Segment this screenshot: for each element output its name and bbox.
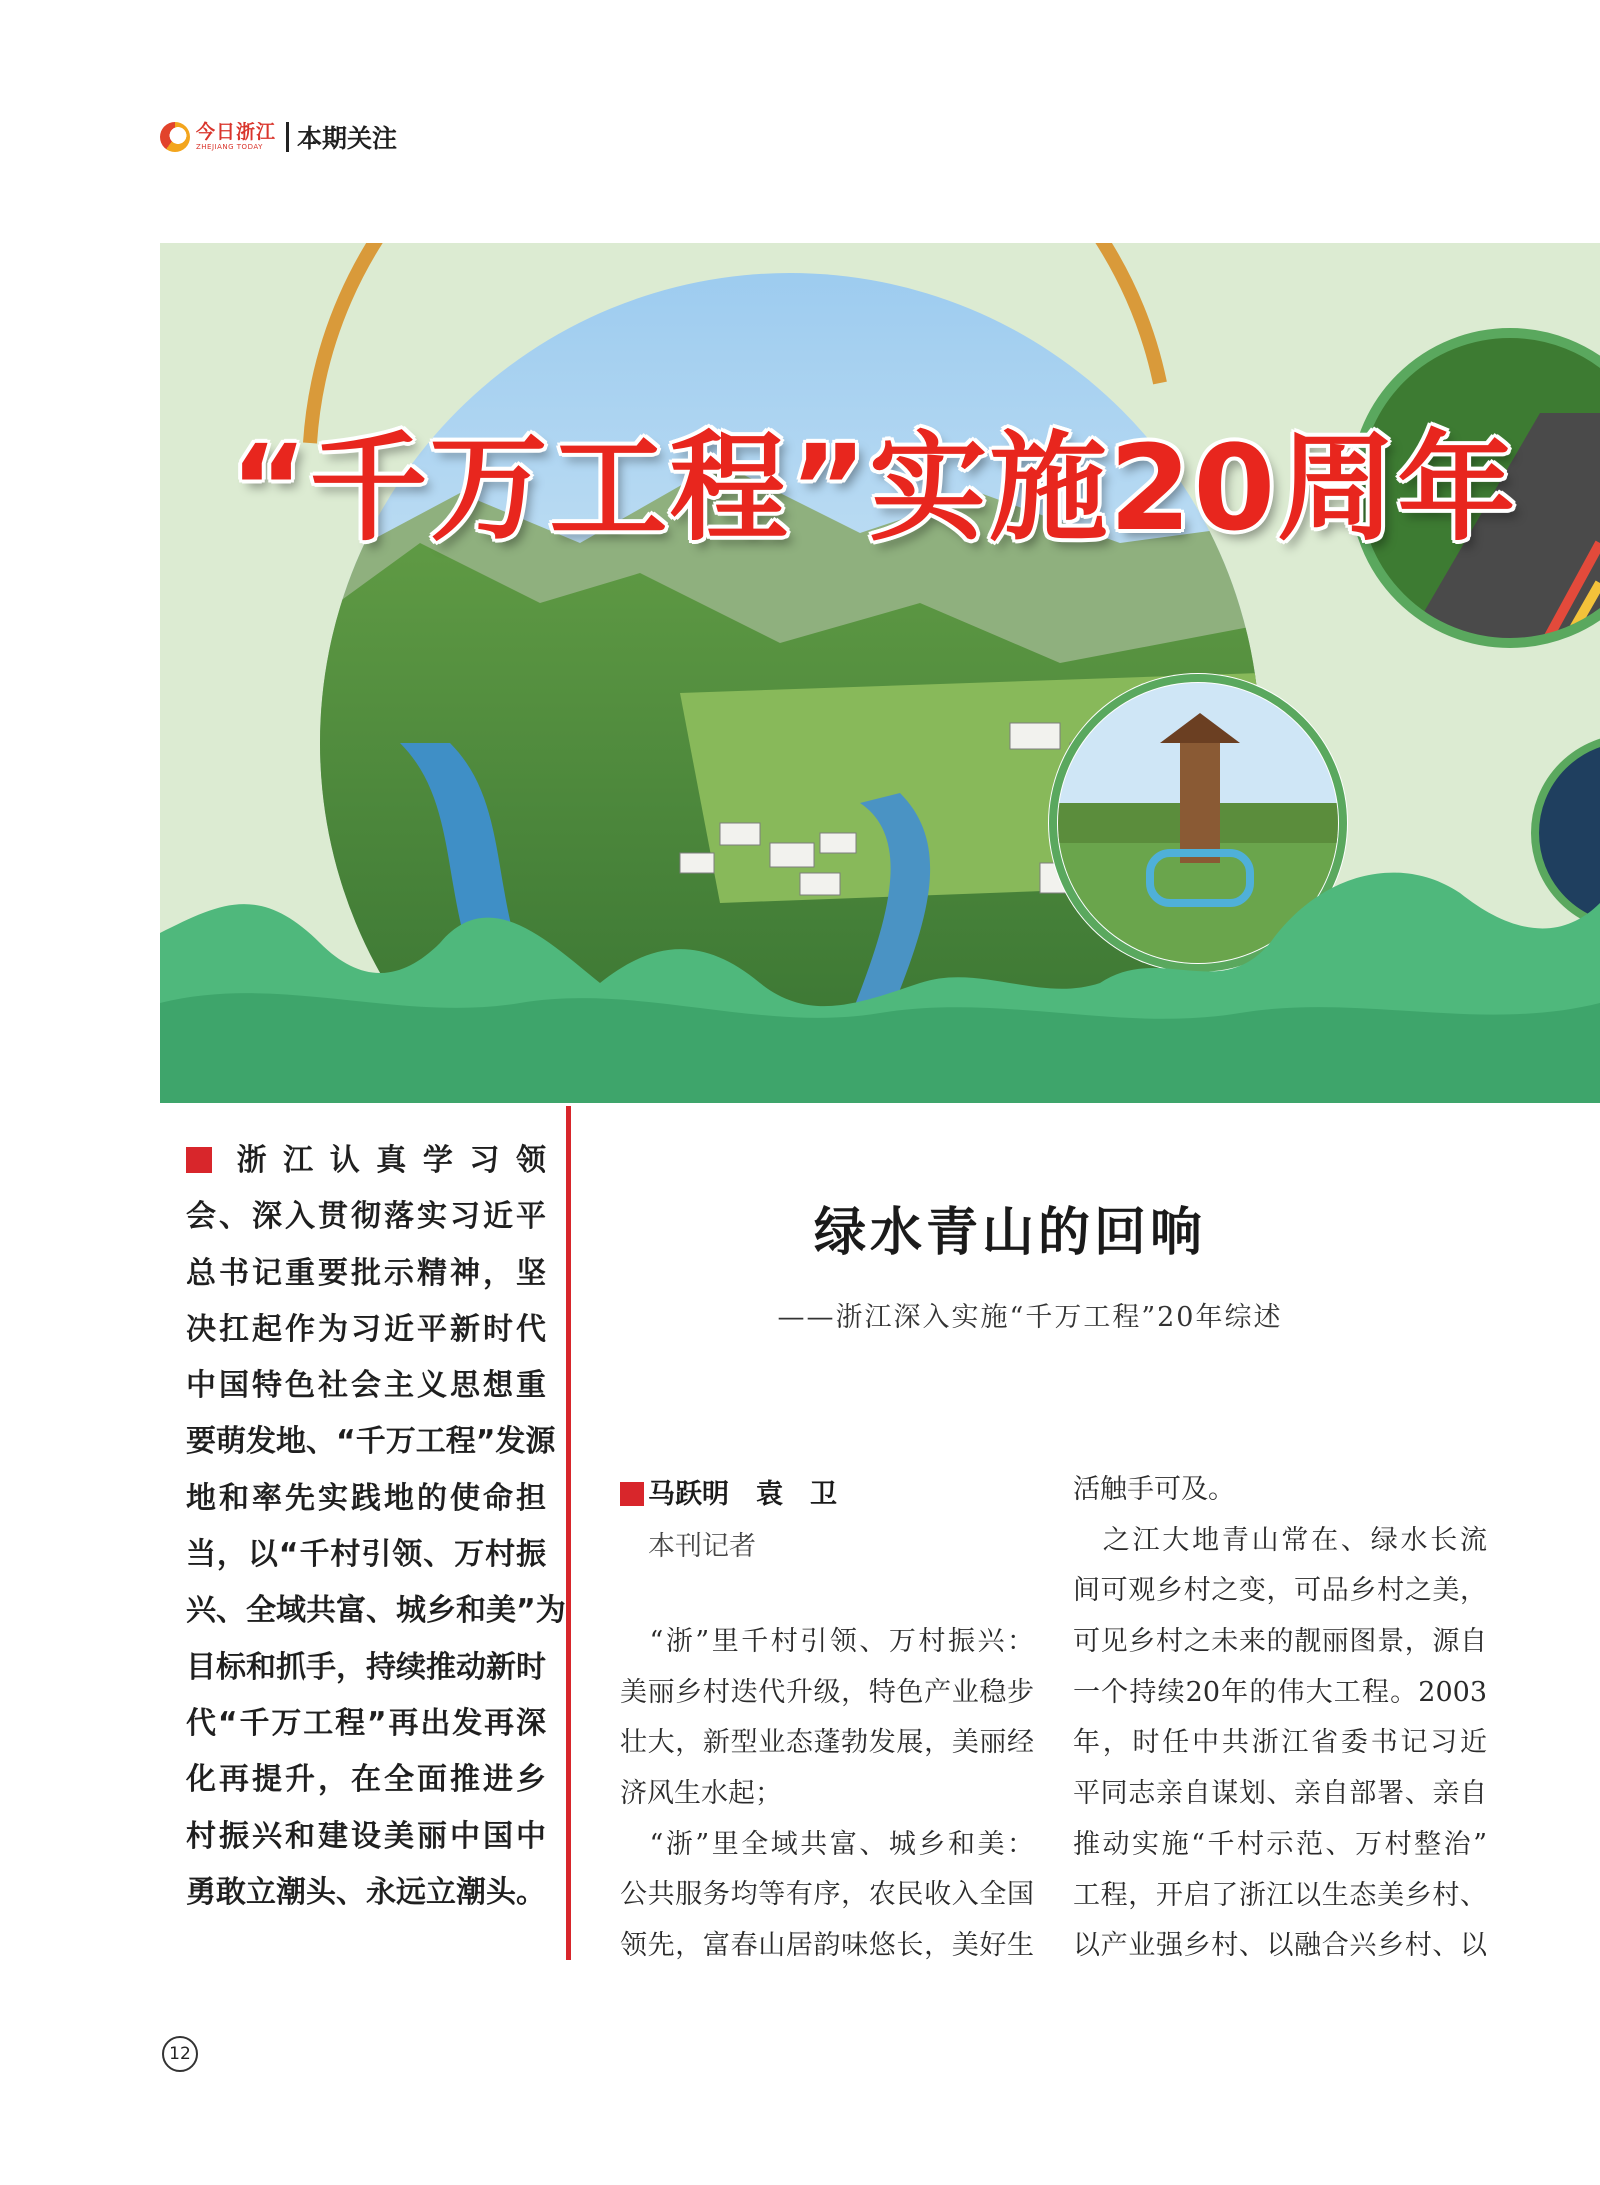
body-column-1	[620, 1617, 1034, 1972]
body-line: 活触手可及。	[1073, 1474, 1235, 1505]
lead-line: 中国特色社会主义思想重	[186, 1368, 546, 1404]
banner-graphic	[160, 243, 1600, 1103]
body-line: 推动实施“千村示范、万村整治”	[1073, 1828, 1487, 1860]
body-line: “浙”里千村引领、万村振兴：	[620, 1626, 1034, 1657]
red-square-icon	[620, 1482, 644, 1506]
body-line: 工程，开启了浙江以生态美乡村、	[1073, 1879, 1487, 1911]
body-line: 壮大，新型业态蓬勃发展，美丽经	[620, 1727, 1034, 1759]
body-line: 以产业强乡村、以融合兴乡村、以	[1073, 1930, 1487, 1962]
lead-line: 勇敢立潮头、永远立潮头。	[186, 1874, 546, 1910]
page-header	[160, 120, 397, 154]
body-line: 一个持续20年的伟大工程。2003	[1073, 1676, 1487, 1708]
section-label: 本期关注	[297, 124, 398, 153]
body-line: 领先，富春山居韵味悠长，美好生	[620, 1930, 1034, 1962]
article-title: 绿水青山的回响	[813, 1202, 1206, 1263]
article-subtitle: ——浙江深入实施“千万工程”20年综述	[777, 1302, 1283, 1333]
logo-chinese-text: 今日浙江	[196, 121, 277, 143]
body-line: “浙”里全域共富、城乡和美：	[620, 1828, 1034, 1860]
banner-title: “千万工程”实施20周年	[230, 419, 1518, 557]
lead-line: 总书记重要批示精神，坚	[186, 1255, 546, 1291]
lead-line: 地和率先实践地的使命担	[186, 1480, 546, 1516]
header-divider	[286, 122, 289, 152]
banner-illustration	[160, 243, 1600, 1103]
body-line: 济风生水起；	[620, 1778, 782, 1810]
body-line: 间可观乡村之变，可品乡村之美，	[1073, 1575, 1487, 1607]
lead-line: 化再提升，在全面推进乡	[186, 1762, 546, 1798]
lead-line: 会、深入贯彻落实习近平	[186, 1199, 546, 1235]
red-square-icon	[186, 1147, 212, 1173]
lead-line: 浙江认真学习领	[186, 1133, 546, 1189]
author-names: 马跃明 袁 卫	[648, 1479, 837, 1510]
magazine-logo-icon	[160, 122, 190, 152]
lead-line: 兴、全域共富、城乡和美”为	[186, 1593, 566, 1629]
logo-english-text: ZHEJIANG TODAY	[196, 143, 263, 151]
reporter-label: 本刊记者	[648, 1531, 756, 1562]
lead-line: 决扛起作为习近平新时代	[186, 1311, 546, 1347]
lead-line: 目标和抓手，持续推动新时	[186, 1649, 546, 1685]
lead-paragraph	[186, 1133, 566, 1921]
lead-line: 要萌发地、“千万工程”发源	[186, 1424, 556, 1460]
body-column-2	[1073, 1465, 1487, 1972]
article-heading	[610, 1190, 1410, 1334]
body-line: 平同志亲自谋划、亲自部署、亲自	[1073, 1778, 1487, 1810]
byline	[620, 1472, 837, 1511]
lead-line: 代“千万工程”再出发再深	[186, 1705, 546, 1741]
magazine-logo	[196, 123, 276, 151]
body-line: 之江大地青山常在、绿水长流	[1073, 1524, 1487, 1556]
lead-line: 当，以“千村引领、万村振	[186, 1537, 546, 1573]
lead-line: 村振兴和建设美丽中国中	[186, 1818, 546, 1854]
body-line: 可见乡村之未来的靓丽图景，源自	[1073, 1626, 1487, 1658]
body-line: 公共服务均等有序，农民收入全国	[620, 1879, 1034, 1911]
body-line: 美丽乡村迭代升级，特色产业稳步	[620, 1676, 1034, 1708]
body-line: 年，时任中共浙江省委书记习近	[1073, 1727, 1487, 1759]
page-number: 12	[162, 2036, 198, 2072]
column-divider	[566, 1106, 571, 1960]
